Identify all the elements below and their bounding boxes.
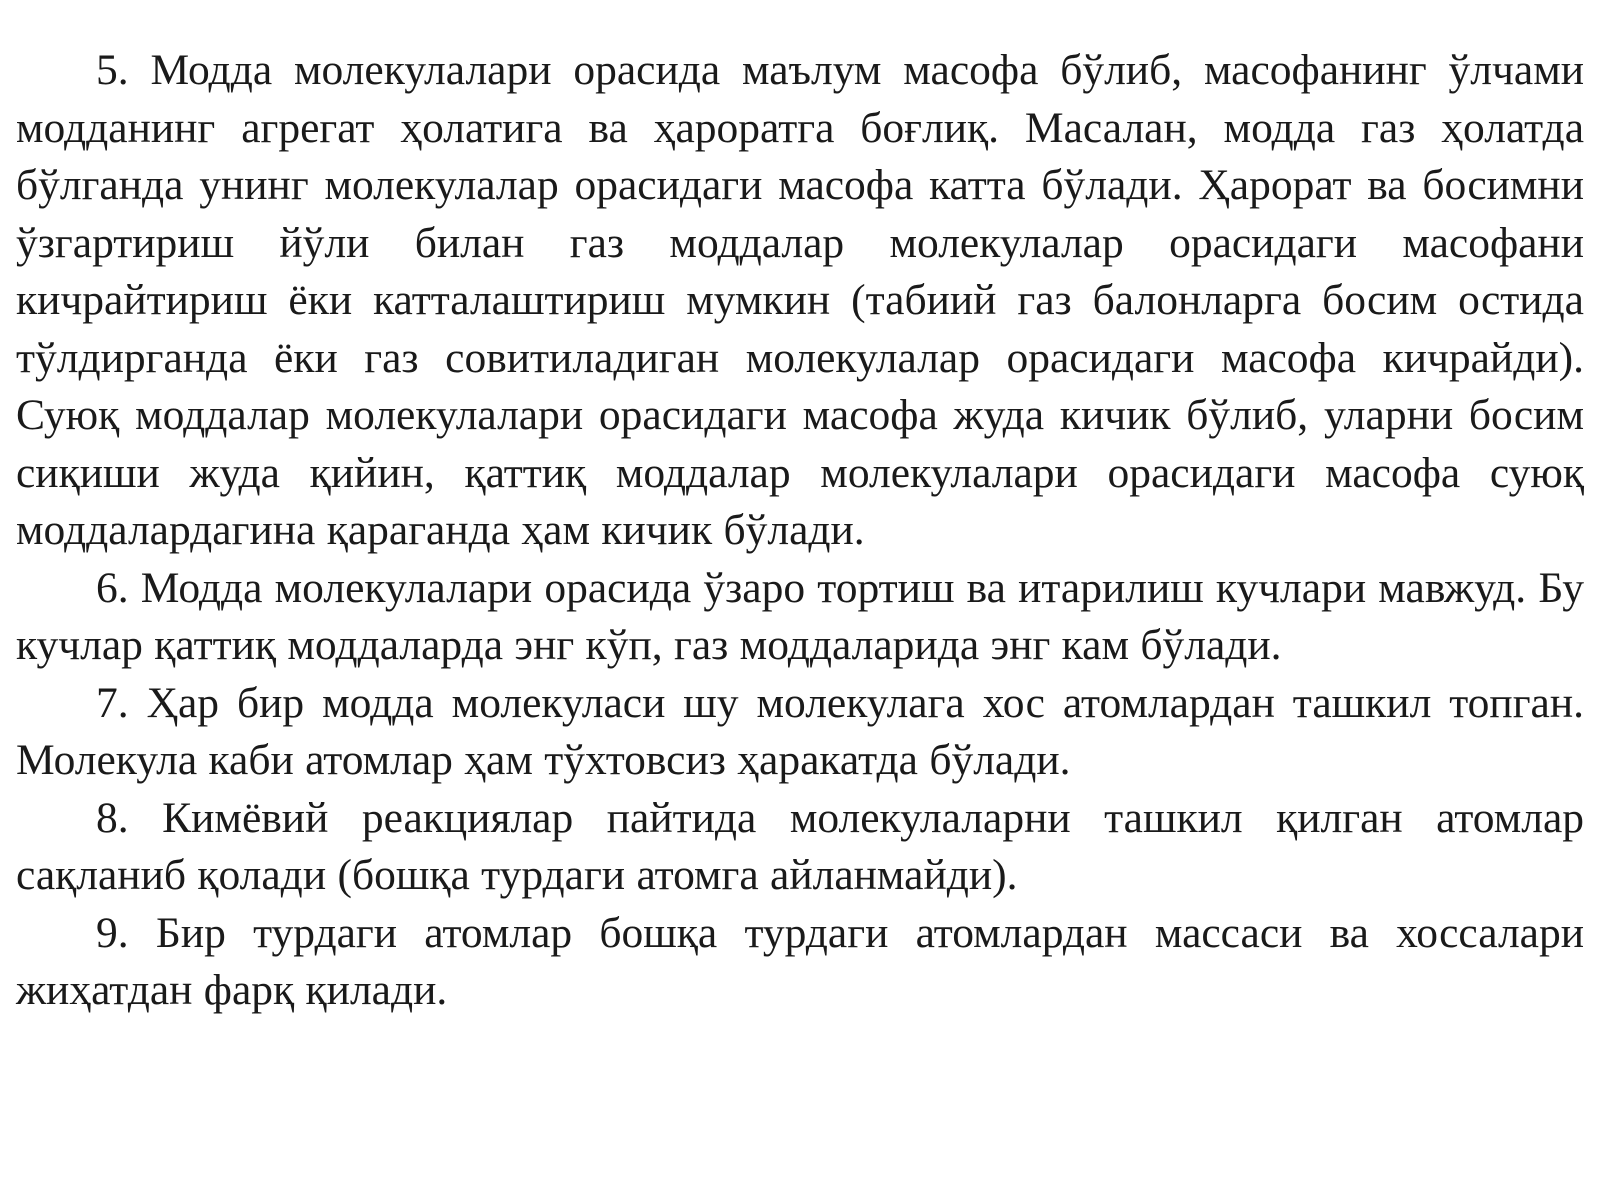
paragraph-8: 8. Кимёвий реакциялар пайтида молекулаларни ташкил қилган атомлар сақланиб қолади (бошқа турдаги атомга айланмайди). — [16, 793, 1584, 899]
paragraph-5: 5. Модда молекулалари орасида маълум масофа бўлиб, масофанинг ўлчами модданинг агрегат ҳолатига ва ҳароратга боғлиқ. Масалан, модда газ ҳолатда бўлганда унинг молекулалар орасидаги масофа катта бўлади. Ҳарорат ва босимни ўзгартириш йўли билан газ моддалар молекулалар орасидаги масофани кичрайтириш ёки катталаштириш мумкин (табиий газ балонларга босим остида тўлдирганда ёки газ совитиладиган молекулалар орасидаги масофа кичрайди). Суюқ моддалар молекулалари орасидаги масофа жуда кичик бўлиб, уларни босим сиқиши жуда қийин, қаттиқ моддалар молекулалари орасидаги масофа суюқ моддалардагина қараганда ҳам кичик бўлади. — [16, 46, 1584, 554]
document-page — [16, 42, 1584, 1020]
paragraph-6: 6. Модда молекулалари орасида ўзаро тортиш ва итарилиш кучлари мавжуд. Бу кучлар қаттиқ моддаларда энг кўп, газ моддаларида энг кам бўлади. — [16, 563, 1584, 669]
paragraph-9: 9. Бир турдаги атомлар бошқа турдаги атомлардан массаси ва хоссалари жиҳатдан фарқ қилади. — [16, 908, 1584, 1014]
paragraph-7: 7. Ҳар бир модда молекуласи шу молекулага хос атомлардан ташкил топган. Молекула каби атомлар ҳам тўхтовсиз ҳаракатда бўлади. — [16, 678, 1584, 784]
